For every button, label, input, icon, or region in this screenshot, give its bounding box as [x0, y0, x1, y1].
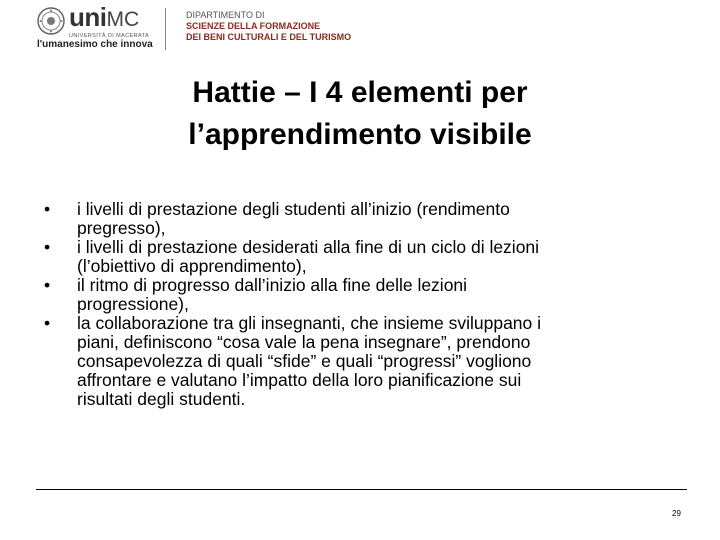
bullet-item — [44, 314, 694, 409]
logo-mc-text: MC — [106, 8, 140, 31]
bullet-line: progressione), — [77, 294, 189, 314]
bullet-line: il ritmo di progresso dall’inizio alla fine delle lezioni — [77, 275, 468, 295]
slide-title — [0, 72, 720, 156]
bullet-line: (l’obiettivo di apprendimento), — [77, 256, 307, 276]
header-divider — [165, 8, 166, 50]
bullet-item — [44, 200, 694, 238]
slide-title-line-1: Hattie – I 4 elementi per — [192, 76, 528, 109]
bullet-line: consapevolezza di quali “sfide” e quali “progressi” vogliono — [77, 351, 532, 371]
footer-divider — [36, 489, 687, 490]
department-line-2: SCIENZE DELLA FORMAZIONE — [186, 21, 321, 31]
bullet-dot: • — [44, 237, 51, 257]
bullet-line: i livelli di prestazione degli studenti all’inizio (rendimento — [77, 199, 510, 219]
logo-subtitle: UNIVERSITÀ DI MACERATA — [69, 33, 150, 39]
header — [0, 0, 720, 60]
bullet-line: piani, definiscono “cosa vale la pena insegnare”, prendono — [77, 332, 531, 352]
bullet-dot: • — [44, 313, 51, 333]
department-line-1: DIPARTIMENTO DI — [186, 10, 265, 20]
university-seal-icon — [37, 7, 65, 35]
department-line-3: DEI BENI CULTURALI E DEL TURISMO — [186, 32, 352, 42]
page-number: 29 — [672, 509, 681, 518]
bullet-dot: • — [44, 275, 51, 295]
bullet-item — [44, 238, 694, 276]
university-logo — [69, 4, 149, 39]
department-name — [186, 10, 351, 43]
bullet-dot: • — [44, 199, 51, 219]
bullet-list — [44, 200, 694, 409]
slide-title-line-2: l’apprendimento visibile — [188, 118, 532, 151]
logo-main-text: uni — [69, 2, 107, 32]
bullet-line: i livelli di prestazione desiderati alla fine di un ciclo di lezioni — [77, 237, 540, 257]
bullet-item — [44, 276, 694, 314]
bullet-line: affrontare e valutano l’impatto della loro pianificazione sui — [77, 370, 522, 390]
bullet-line: pregresso), — [77, 218, 166, 238]
bullet-line: la collaborazione tra gli insegnanti, che insieme sviluppano i — [77, 313, 542, 333]
bullet-line: risultati degli studenti. — [77, 389, 246, 409]
logo-tagline: l'umanesimo che innova — [37, 39, 153, 50]
